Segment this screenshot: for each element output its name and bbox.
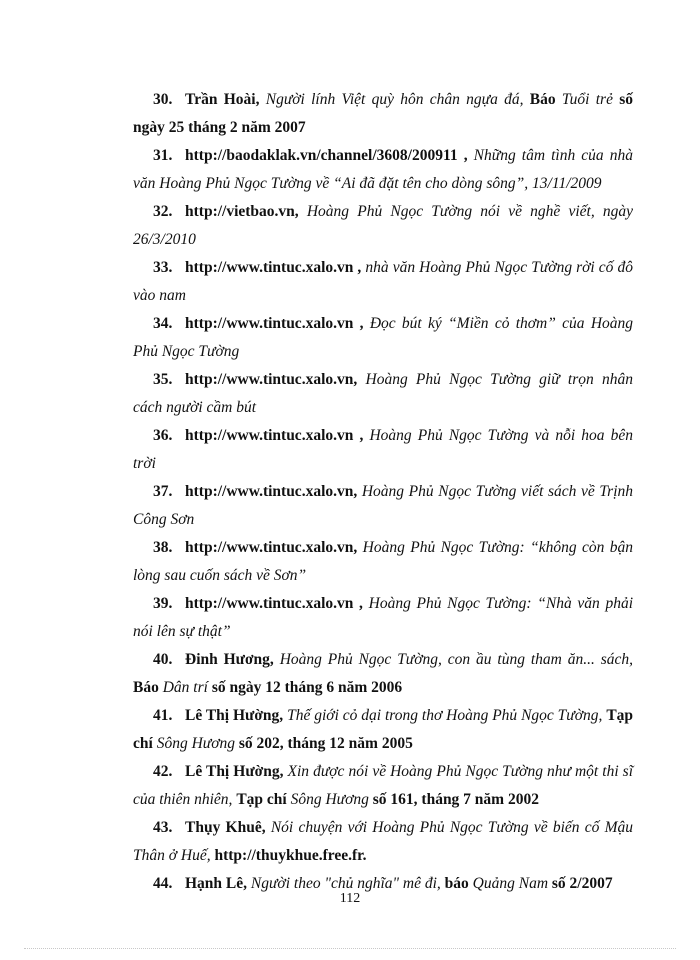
reference-author: http://www.tintuc.xalo.vn, bbox=[185, 539, 358, 556]
reference-author: http://www.tintuc.xalo.vn , bbox=[185, 427, 364, 444]
reference-item bbox=[133, 702, 633, 758]
reference-details: số ngày 12 tháng 6 năm 2006 bbox=[211, 679, 403, 696]
reference-number: 40. bbox=[153, 651, 173, 668]
reference-author: Lê Thị Hường, bbox=[185, 763, 284, 780]
reference-title: Đọc bút ký “Miền cỏ thơm” của Hoàng Phủ Ngọc Tường bbox=[133, 315, 634, 360]
reference-title: Hoàng Phủ Ngọc Tường và nỗi hoa bên trời bbox=[133, 427, 634, 472]
reference-item bbox=[133, 534, 633, 590]
reference-details: http://thuykhue.free.fr. bbox=[214, 847, 367, 864]
reference-number: 44. bbox=[153, 875, 173, 892]
reference-item bbox=[133, 198, 633, 254]
reference-title: nhà văn Hoàng Phủ Ngọc Tường rời cố đô vào nam bbox=[133, 259, 633, 304]
reference-title: Nói chuyện với Hoàng Phủ Ngọc Tường về biến cố Mậu Thân ở Huế, bbox=[133, 819, 633, 864]
reference-title: Hoàng Phủ Ngọc Tường, con ầu tùng tham ăn... sách, bbox=[279, 651, 633, 668]
reference-title: Hoàng Phủ Ngọc Tường: “Nhà văn phải nói lên sự thật” bbox=[133, 595, 633, 640]
reference-source-name: Dân trí bbox=[162, 679, 208, 696]
reference-item bbox=[133, 254, 633, 310]
reference-author: http://www.tintuc.xalo.vn , bbox=[185, 595, 363, 612]
page-bottom-rule bbox=[24, 948, 676, 949]
reference-number: 32. bbox=[153, 203, 173, 220]
reference-number: 31. bbox=[153, 147, 173, 164]
reference-number: 33. bbox=[153, 259, 173, 276]
reference-number: 37. bbox=[153, 483, 173, 500]
reference-title: Xin được nói về Hoàng Phủ Ngọc Tường như một thi sĩ của thiên nhiên, bbox=[133, 763, 634, 808]
reference-title: Hoàng Phủ Ngọc Tường viết sách về Trịnh Công Sơn bbox=[133, 483, 633, 528]
reference-title: Những tâm tình của nhà văn Hoàng Phủ Ngọc Tường về “Ai đã đặt tên cho dòng sông”, 13/11/2009 bbox=[133, 147, 633, 192]
reference-details: số 2/2007 bbox=[551, 875, 613, 892]
reference-source-name: Sông Hương bbox=[290, 791, 369, 808]
reference-list bbox=[133, 86, 633, 898]
reference-number: 39. bbox=[153, 595, 173, 612]
reference-item bbox=[133, 86, 633, 142]
reference-title: Người lính Việt quỳ hôn chân ngựa đá, bbox=[265, 91, 524, 108]
reference-number: 38. bbox=[153, 539, 173, 556]
reference-author: http://www.tintuc.xalo.vn, bbox=[185, 483, 358, 500]
page-number: 112 bbox=[339, 891, 361, 906]
reference-item bbox=[133, 310, 633, 366]
reference-details: số ngày 25 tháng 2 năm 2007 bbox=[133, 91, 634, 136]
reference-author: Lê Thị Hường, bbox=[185, 707, 284, 724]
reference-source-prefix: Tạp chí bbox=[133, 707, 634, 752]
reference-title: Người theo "chủ nghĩa" mê đi, bbox=[250, 875, 441, 892]
reference-number: 41. bbox=[153, 707, 173, 724]
reference-source-prefix: Báo bbox=[529, 91, 556, 108]
reference-source-name: Tuổi trẻ bbox=[561, 91, 613, 108]
reference-number: 36. bbox=[153, 427, 173, 444]
reference-item bbox=[133, 814, 633, 870]
reference-title: Hoàng Phủ Ngọc Tường: “không còn bận lòng sau cuốn sách về Sơn” bbox=[133, 539, 633, 584]
reference-item bbox=[133, 422, 633, 478]
reference-item bbox=[133, 142, 633, 198]
reference-source-name: Quảng Nam bbox=[472, 875, 549, 892]
reference-item bbox=[133, 478, 633, 534]
reference-source-prefix: báo bbox=[444, 875, 469, 892]
reference-title: Hoàng Phủ Ngọc Tường giữ trọn nhân cách người cầm bút bbox=[133, 371, 634, 416]
reference-title: Thế giới cỏ dại trong thơ Hoàng Phủ Ngọc Tường, bbox=[287, 707, 603, 724]
reference-number: 43. bbox=[153, 819, 173, 836]
reference-author: http://www.tintuc.xalo.vn , bbox=[185, 315, 364, 332]
reference-author: http://baodaklak.vn/channel/3608/200911 , bbox=[185, 147, 468, 164]
reference-title: Hoàng Phủ Ngọc Tường nói về nghề viết, ngày 26/3/2010 bbox=[133, 203, 633, 248]
reference-author: Trần Hoài, bbox=[185, 91, 260, 108]
reference-item bbox=[133, 646, 633, 702]
reference-number: 42. bbox=[153, 763, 173, 780]
reference-item bbox=[133, 758, 633, 814]
reference-details: số 202, tháng 12 năm 2005 bbox=[238, 735, 413, 752]
reference-source-prefix: Báo bbox=[133, 679, 159, 696]
reference-number: 30. bbox=[153, 91, 173, 108]
reference-source-prefix: Tạp chí bbox=[236, 791, 287, 808]
reference-author: Đinh Hương, bbox=[185, 651, 274, 668]
reference-author: Thụy Khuê, bbox=[185, 819, 266, 836]
reference-author: Hạnh Lê, bbox=[185, 875, 248, 892]
reference-item bbox=[133, 366, 633, 422]
reference-item bbox=[133, 590, 633, 646]
reference-details: số 161, tháng 7 năm 2002 bbox=[372, 791, 539, 808]
reference-author: http://www.tintuc.xalo.vn, bbox=[185, 371, 358, 388]
reference-author: http://www.tintuc.xalo.vn , bbox=[185, 259, 362, 276]
reference-source-name: Sông Hương bbox=[156, 735, 235, 752]
reference-number: 34. bbox=[153, 315, 173, 332]
reference-number: 35. bbox=[153, 371, 173, 388]
reference-author: http://vietbao.vn, bbox=[185, 203, 299, 220]
